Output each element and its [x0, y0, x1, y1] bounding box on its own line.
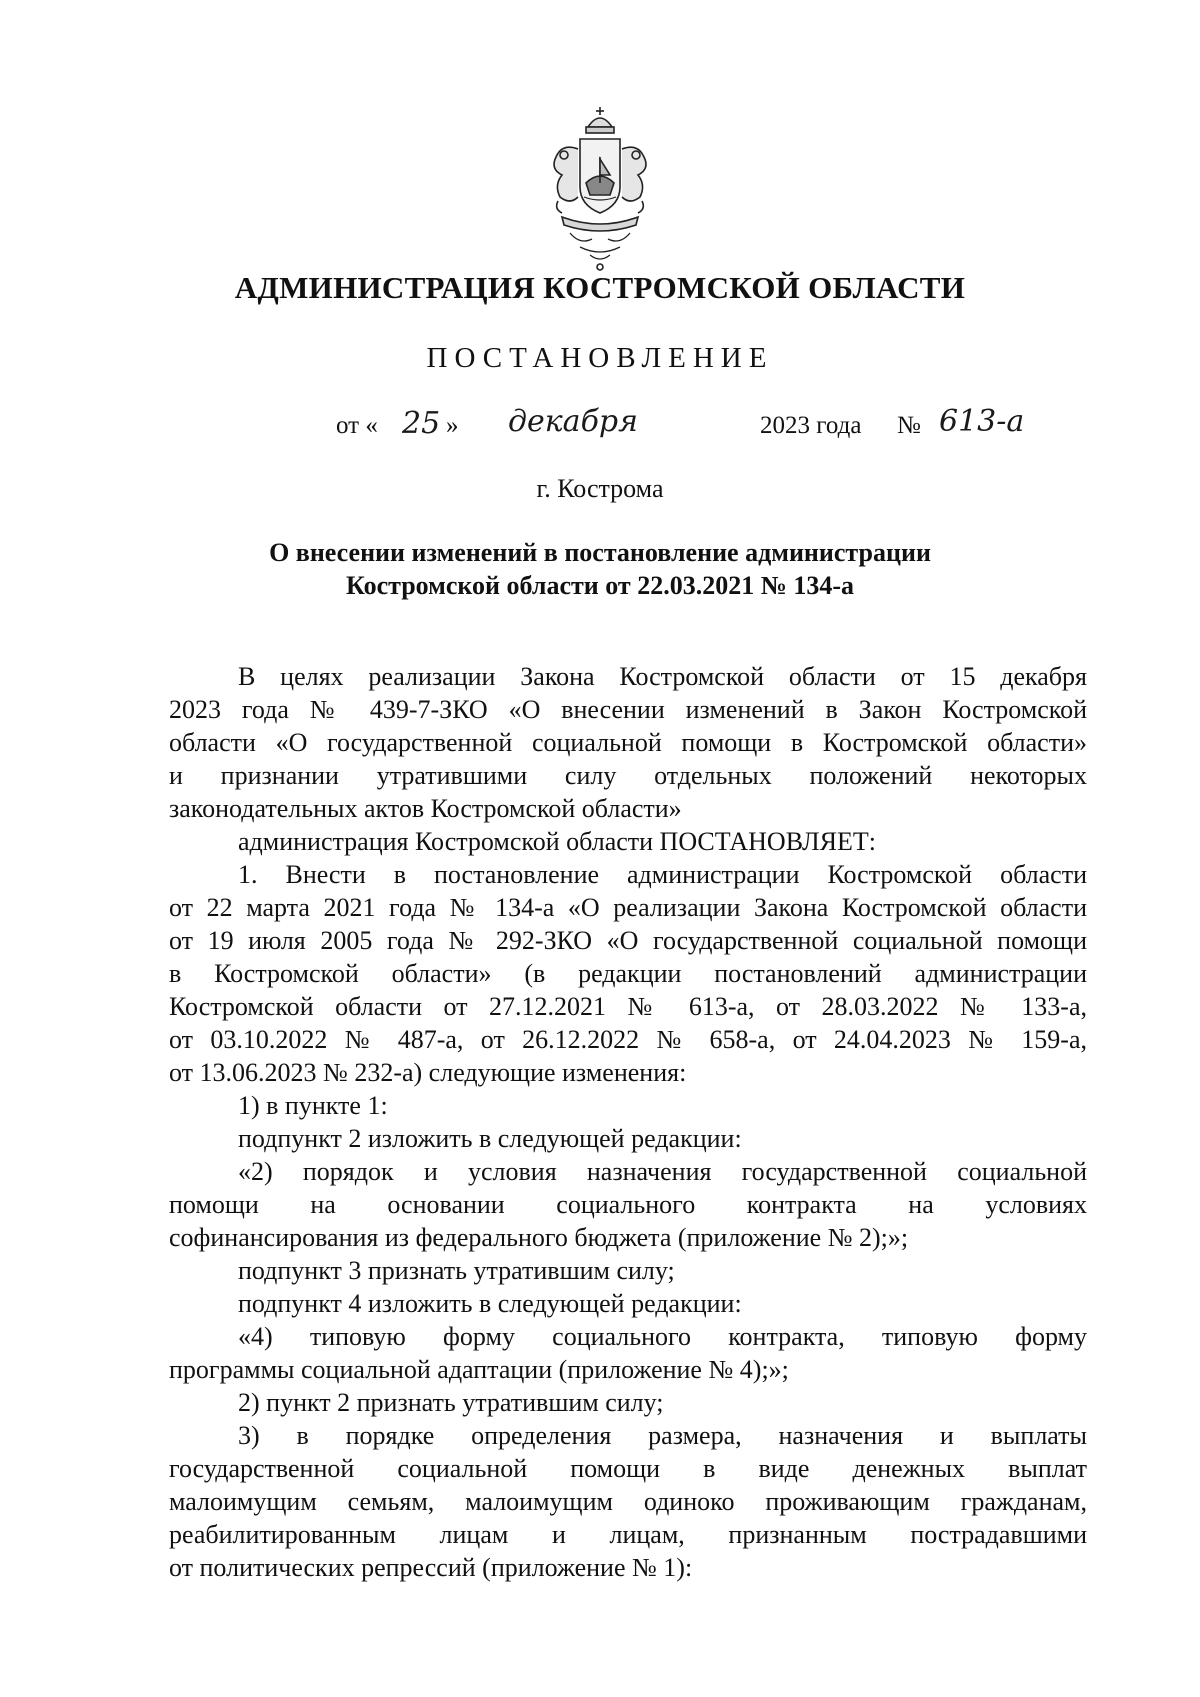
date-year: 2023 года	[760, 412, 862, 439]
date-month-handwritten: декабря	[508, 404, 638, 439]
subject-line: Костромской области от 22.03.2021 № 134-а	[346, 571, 854, 600]
body-line: администрация Костромской области ПОСТАНОВЛЯЕТ:	[238, 827, 877, 856]
body-line: в Костромской области» (в редакции постановлений администрации	[169, 959, 1087, 988]
body-line: от 22 марта 2021 года № 134-а «О реализации Закона Костромской области	[169, 893, 1087, 922]
body-line: 2023 года № 439-7-ЗКО «О внесении изменений в Закон Костромской	[169, 695, 1087, 724]
body-line: подпункт 3 признать утратившим силу;	[238, 1256, 675, 1285]
body-line: В целях реализации Закона Костромской области от 15 декабря	[238, 662, 1087, 691]
body-line: «2) порядок и условия назначения государственной социальной	[238, 1157, 1087, 1186]
body-line: и признании утратившими силу отдельных положений некоторых	[169, 761, 1087, 790]
subject-line: О внесении изменений в постановление администрации	[269, 538, 931, 567]
body-line: Костромской области от 27.12.2021 № 613-а, от 28.03.2022 № 133-а,	[169, 992, 1087, 1021]
date-day-handwritten: 25	[402, 406, 441, 441]
body-line: области «О государственной социальной помощи в Костромской области»	[169, 728, 1087, 757]
document-number-handwritten: 613-а	[939, 404, 1025, 439]
city: г. Кострома	[536, 474, 664, 503]
body-line: малоимущим семьям, малоимущим одиноко проживающим гражданам,	[169, 1487, 1087, 1516]
body-line: от 03.10.2022 № 487-а, от 26.12.2022 № 658-а, от 24.04.2023 № 159-а,	[169, 1025, 1087, 1054]
body-line: 1) в пункте 1:	[238, 1091, 388, 1120]
body-line: софинансирования из федерального бюджета (приложение № 2);»;	[169, 1223, 909, 1252]
document-subject	[0, 536, 1200, 602]
body-line: подпункт 2 изложить в следующей редакции:	[238, 1124, 742, 1153]
body-line: помощи на основании социального контракта на условиях	[169, 1190, 1087, 1219]
date-number-line	[0, 404, 1200, 448]
body-line: 3) в порядке определения размера, назначения и выплаты	[238, 1421, 1087, 1450]
document-body	[169, 660, 1087, 1584]
body-line: 2) пункт 2 признать утратившим силу;	[238, 1388, 664, 1417]
body-line: реабилитированным лицам и лицам, признанным пострадавшими	[169, 1520, 1087, 1549]
body-line: подпункт 4 изложить в следующей редакции:	[238, 1289, 742, 1318]
kostroma-coat-of-arms-icon	[540, 105, 660, 275]
body-line: законодательных актов Костромской области»	[169, 794, 682, 823]
number-label: №	[897, 412, 921, 439]
body-line: «4) типовую форму социального контракта, типовую форму	[238, 1322, 1087, 1351]
body-line: 1. Внести в постановление администрации Костромской области	[238, 860, 1087, 889]
date-prefix: от «	[336, 412, 378, 439]
document-type: ПОСТАНОВЛЕНИЕ	[426, 342, 774, 374]
organization-title: АДМИНИСТРАЦИЯ КОСТРОМСКОЙ ОБЛАСТИ	[234, 270, 966, 305]
body-line: от 19 июля 2005 года № 292-ЗКО «О государственной социальной помощи	[169, 926, 1087, 955]
body-line: от 13.06.2023 № 232-а) следующие изменения:	[169, 1058, 687, 1087]
body-line: государственной социальной помощи в виде денежных выплат	[169, 1454, 1087, 1483]
body-line: программы социальной адаптации (приложение № 4);»;	[169, 1355, 789, 1384]
body-line: от политических репрессий (приложение № 1):	[169, 1553, 693, 1582]
date-close-quote: »	[446, 412, 459, 439]
